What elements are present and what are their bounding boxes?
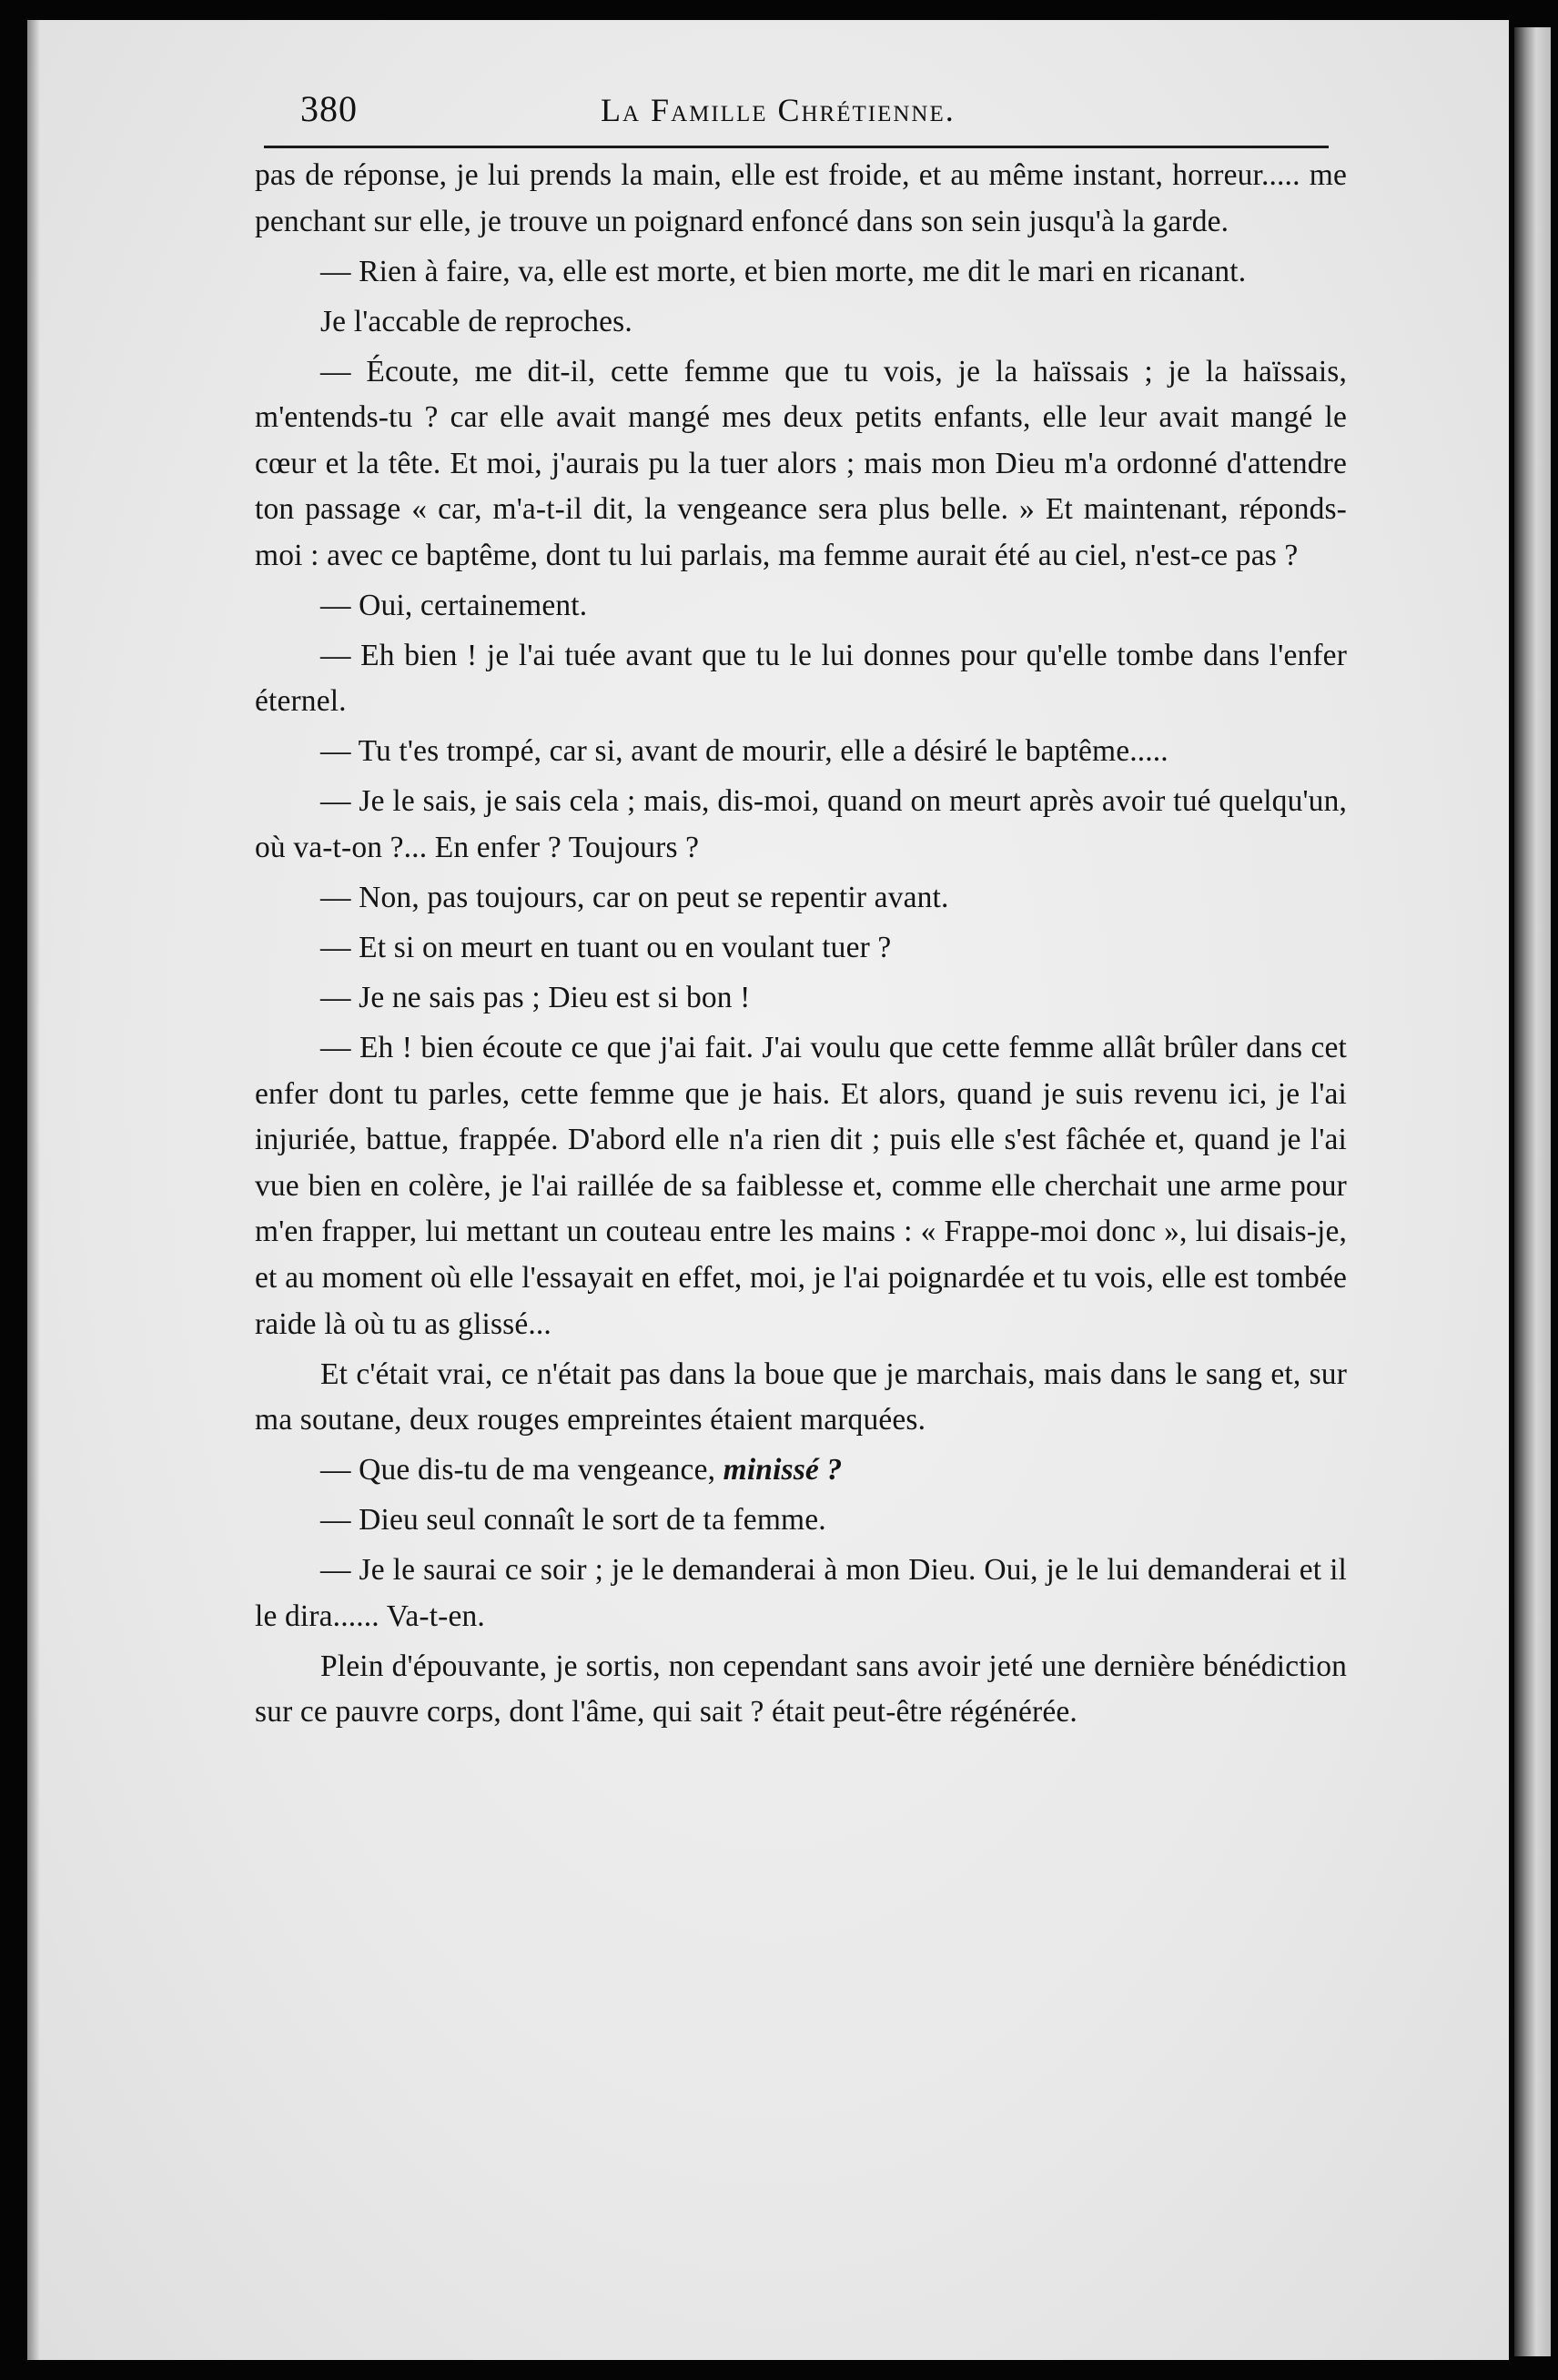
paragraph: — Dieu seul connaît le sort de ta femme. <box>320 1503 826 1538</box>
paragraph: — Non, pas toujours, car on peut se repentir avant. <box>320 881 949 915</box>
paragraph: Je l'accable de reproches. <box>320 304 632 338</box>
paragraph: Et c'était vrai, ce n'était pas dans la boue que je marchais, mais dans le sang et, sur ma soutane, deux rouges empreintes étaient marquées. <box>255 1356 1347 1437</box>
paragraph <box>255 1447 1347 1494</box>
header-rule <box>264 146 1329 148</box>
paragraph: — Et si on meurt en tuant ou en voulant tuer ? <box>320 931 892 965</box>
paragraph: — Écoute, me dit-il, cette femme que tu vois, je la haïssais ; je la haïssais, m'entends-tu ? car elle avait mangé mes deux petits enfants, elle leur avait mangé le cœur et la tête. Et moi, j'aurais pu la tuer alors ; mais mon Dieu m'a ordonné d'attendre ton passage « car, m'a-t-il dit, la vengeance sera plus belle. » Et maintenant, réponds-moi : avec ce baptême, dont tu lui parlais, ma femme aurait été au ciel, n'est-ce pas ? <box>255 354 1347 572</box>
paragraph: — Eh bien ! je l'ai tuée avant que tu le lui donnes pour qu'elle tombe dans l'enfer éternel. <box>255 638 1347 719</box>
page-header <box>300 87 1310 142</box>
paragraph: — Tu t'es trompé, car si, avant de mourir, elle a désiré le baptême..... <box>320 734 1168 769</box>
body-text <box>255 153 1347 1740</box>
page-left-shadow <box>27 20 40 2360</box>
paragraph: — Je le saurai ce soir ; je le demanderai à mon Dieu. Oui, je le lui demanderai et il le dira...... Va-t-en. <box>255 1553 1347 1633</box>
paragraph: — Oui, certainement. <box>320 588 588 622</box>
paragraph: — Rien à faire, va, elle est morte, et bien morte, me dit le mari en ricanant. <box>320 254 1247 288</box>
paragraph: pas de réponse, je lui prends la main, elle est froide, et au même instant, horreur..... me penchant sur elle, je trouve un poignard enfoncé dans son sein jusqu'à la garde. <box>255 158 1347 238</box>
italic-word: minissé ? <box>723 1453 843 1488</box>
paragraph: — Je ne sais pas ; Dieu est si bon ! <box>320 981 751 1014</box>
paragraph: Plein d'épouvante, je sortis, non cependant sans avoir jeté une dernière bénédiction sur ce pauvre corps, dont l'âme, qui sait ? était peut-être régénérée. <box>255 1649 1347 1730</box>
page-number: 380 <box>300 88 358 129</box>
paragraph-text: — Que dis-tu de ma vengeance, <box>320 1453 723 1488</box>
running-title: La Famille Chrétienne. <box>601 92 956 128</box>
adjacent-page-edge <box>1514 27 1551 2356</box>
paragraph: — Je le sais, je sais cela ; mais, dis-moi, quand on meurt après avoir tué quelqu'un, où va-t-on ?... En enfer ? Toujours ? <box>255 784 1347 865</box>
paragraph: — Eh ! bien écoute ce que j'ai fait. J'ai voulu que cette femme allât brûler dans cet enfer dont tu parles, cette femme que je hais. Et alors, quand je suis revenu ici, je l'ai injuriée, battue, frappée. D'abord elle n'a rien dit ; puis elle s'est fâchée et, quand je l'ai vue bien en colère, je l'ai raillée de sa faiblesse et, comme elle cherchait une arme pour m'en frapper, lui mettant un couteau entre les mains : « Frappe-moi donc », lui disais-je, et au moment où elle l'essayait en effet, moi, je l'ai poignardée et tu vois, elle est tombée raide là où tu as glissé... <box>255 1030 1347 1341</box>
